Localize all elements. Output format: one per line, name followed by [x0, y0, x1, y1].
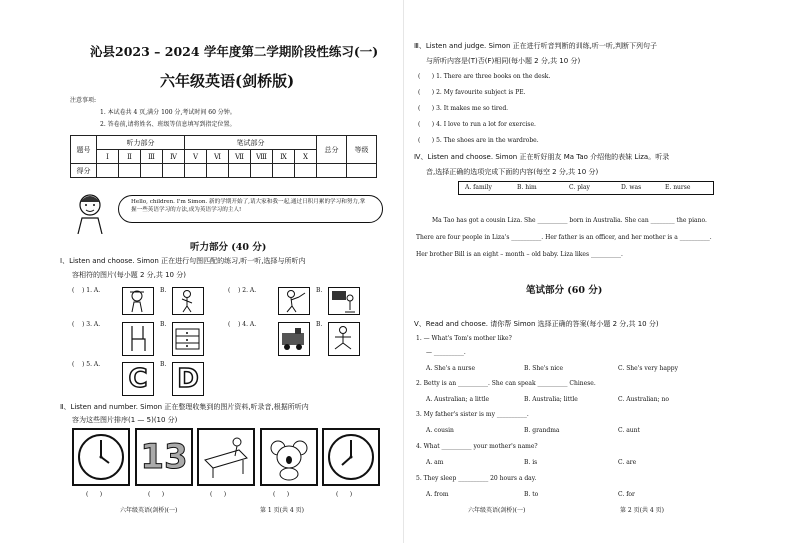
section-4-instruction: Ⅳ、Listen and choose. Simon 正在听好朋友 Ma Tao 介绍他的表妹 Liza。听录 [414, 153, 670, 161]
q1-option-c[interactable]: C. She's very happy [618, 365, 678, 372]
option-b-label: B. [160, 321, 167, 328]
page-divider [403, 0, 404, 543]
q3-option-a[interactable]: A. cousin [426, 427, 454, 434]
section-5-instruction: Ⅴ、Read and choose. 请你帮 Simon 选择正确的答案(每小题 2 分,共 10 分) [414, 320, 659, 328]
roman-6: Ⅵ [207, 150, 229, 164]
option-b-label: B. [160, 287, 167, 294]
score-cell[interactable] [141, 164, 163, 178]
q4-option-c[interactable]: C. are [618, 459, 637, 466]
option-yoga-image[interactable] [328, 322, 360, 356]
roman-4: Ⅳ [163, 150, 185, 164]
q3-option-c[interactable]: C. aunt [618, 427, 640, 434]
answer-paren-row[interactable]: ( ) [336, 491, 353, 498]
option-was: D. was [621, 184, 642, 191]
answer-paren: ( ) 3. A. [72, 321, 101, 328]
option-drawers-image[interactable] [172, 322, 204, 356]
option-gardening-image[interactable] [278, 287, 310, 315]
score-table [70, 135, 377, 178]
footer-left-page: 第 1 页(共 4 页) [260, 507, 304, 514]
answer-paren: ( ) 4. A. [228, 321, 257, 328]
writing-col-header: 笔试部分 [185, 136, 317, 150]
note-1: 1. 本试卷共 4 页,满分 100 分,考试时间 60 分钟。 [100, 109, 236, 116]
roman-5: Ⅴ [185, 150, 207, 164]
speech-text: Hello, children. I'm Simon. 新的学期开始了,请大家和我一起,通过日积月累的学习和努力,掌握一些英语学习的方法,成为英语学习的主人! [131, 199, 366, 213]
question-4: 4. What __________ your mother's name? [416, 443, 538, 450]
score-cell[interactable] [273, 164, 295, 178]
option-him: B. him [517, 184, 537, 191]
passage-line-1: Ma Tao has got a cousin Liza. She __________ born in Australia. She can ________ the piano. [432, 217, 707, 224]
option-letter-d-image[interactable] [172, 362, 204, 396]
option-nurse: E. nurse [665, 184, 691, 191]
roman-9: Ⅸ [273, 150, 295, 164]
roman-2: Ⅱ [119, 150, 141, 164]
listening-col-header: 听力部分 [97, 136, 185, 150]
tihao-label: 题号 [71, 136, 97, 164]
exam-title: 沁县2023 – 2024 学年度第二学期阶段性练习(一) [90, 44, 379, 59]
clock-picture-2[interactable] [322, 428, 380, 486]
q1-option-b[interactable]: B. She's nice [524, 365, 564, 372]
simon-character-icon [70, 190, 110, 234]
total-cell[interactable] [317, 164, 347, 178]
option-cowboy-image[interactable] [122, 287, 154, 315]
option-b-label: B. [160, 361, 167, 368]
judge-item: ( ) 4. I love to run a lot for exercise. [418, 121, 536, 128]
q2-option-a[interactable]: A. Australian; a little [426, 396, 490, 403]
q4-option-a[interactable]: A. am [426, 459, 444, 466]
roman-8: Ⅷ [251, 150, 273, 164]
score-cell[interactable] [119, 164, 141, 178]
notes-label: 注意事项: [70, 97, 97, 104]
koala-picture[interactable] [260, 428, 318, 486]
score-cell[interactable] [295, 164, 317, 178]
answer-paren-row[interactable]: ( ) [148, 491, 165, 498]
q2-option-b[interactable]: B. Australia; little [524, 396, 578, 403]
letter-d: D [177, 364, 199, 394]
q4-option-b[interactable]: B. is [524, 459, 538, 466]
exam-subtitle: 六年级英语(剑桥版) [160, 72, 295, 90]
answer-paren: ( ) 2. A. [228, 287, 257, 294]
number-13: 13 [140, 437, 188, 477]
grade-cell[interactable] [347, 164, 377, 178]
section-1-instruction: Ⅰ、Listen and choose. Simon 正在进行句图匹配的练习,听一听,选择与所听内 [60, 257, 306, 265]
roman-3: Ⅲ [141, 150, 163, 164]
answer-paren-row[interactable]: ( ) [86, 491, 103, 498]
question-1-answer: — __________. [426, 349, 466, 356]
judge-item: ( ) 1. There are three books on the desk. [418, 73, 551, 80]
q5-option-a[interactable]: A. from [426, 491, 449, 498]
listening-heading: 听力部分 (40 分) [190, 242, 267, 253]
option-family: A. family [465, 184, 492, 191]
defen-label: 得分 [71, 164, 97, 178]
piano-picture[interactable] [197, 428, 255, 486]
grade-col-header: 等级 [347, 136, 377, 164]
q3-option-b[interactable]: B. grandma [524, 427, 560, 434]
section-4-instruction-2: 音,选择正确的选项完成下面的内容(每空 2 分,共 10 分) [426, 168, 599, 176]
score-cell[interactable] [185, 164, 207, 178]
passage-line-2: There are four people in Liza's __________. Her father is an officer, and her mother is a __________. [416, 234, 712, 241]
section-1-instruction-2: 容相符的图片(每小题 2 分,共 10 分) [72, 271, 186, 279]
word-bank-box [458, 181, 714, 195]
judge-item: ( ) 5. The shoes are in the wardrobe. [418, 137, 539, 144]
number-13-picture[interactable] [135, 428, 193, 486]
option-teacher-image[interactable] [328, 287, 360, 315]
option-play: C. play [569, 184, 590, 191]
option-train-image[interactable] [278, 322, 310, 356]
letter-c: C [128, 364, 148, 394]
judge-item: ( ) 2. My favourite subject is PE. [418, 89, 526, 96]
score-cell[interactable] [251, 164, 273, 178]
question-5: 5. They sleep __________ 20 hours a day. [416, 475, 537, 482]
section-3-instruction-2: 与所听内容是(T)否(F)相同(每小题 2 分,共 10 分) [426, 57, 581, 65]
section-2-instruction-2: 容为这些图片排序(1 — 5)(10 分) [72, 416, 178, 424]
answer-paren-row[interactable]: ( ) [273, 491, 290, 498]
option-runner-image[interactable] [172, 287, 204, 315]
answer-paren-row[interactable]: ( ) [210, 491, 227, 498]
passage-line-3: Her brother Bill is an eight – month – old baby. Liza likes __________. [416, 251, 623, 258]
footer-left-course: 六年级英语(剑桥)(一) [120, 507, 178, 514]
question-1: 1. — What's Tom's mother like? [416, 335, 512, 342]
q5-option-b[interactable]: B. to [524, 491, 539, 498]
total-col-header: 总分 [317, 136, 347, 164]
option-letter-c-image[interactable] [122, 362, 154, 396]
score-cell[interactable] [97, 164, 119, 178]
score-cell[interactable] [163, 164, 185, 178]
footer-right-page: 第 2 页(共 4 页) [620, 507, 664, 514]
answer-paren: ( ) 5. A. [72, 361, 101, 368]
option-chair-image[interactable] [122, 322, 154, 356]
note-2: 2. 答卷前,请将姓名、班级等信息填写到指定位置。 [100, 121, 236, 128]
question-2: 2. Betty is an __________. She can speak __________ Chinese. [416, 380, 596, 387]
q5-option-c[interactable]: C. for [618, 491, 635, 498]
roman-10: Ⅹ [295, 150, 317, 164]
option-b-label: B. [316, 321, 323, 328]
option-b-label: B. [316, 287, 323, 294]
section-2-instruction: Ⅱ、Listen and number. Simon 正在整理收集到的图片资料,听录音,根据所听内 [60, 403, 309, 411]
judge-item: ( ) 3. It makes me so tired. [418, 105, 509, 112]
question-3: 3. My father's sister is my __________. [416, 411, 529, 418]
score-cell[interactable] [229, 164, 251, 178]
section-3-instruction: Ⅲ、Listen and judge. Simon 正在进行听音判断的训练,听一听,判断下列句子 [414, 42, 658, 50]
roman-1: Ⅰ [97, 150, 119, 164]
q2-option-c[interactable]: C. Australian; no [618, 396, 670, 403]
writing-heading: 笔试部分 (60 分) [526, 285, 603, 296]
q1-option-a[interactable]: A. She's a nurse [426, 365, 476, 372]
answer-paren: ( ) 1. A. [72, 287, 101, 294]
speech-bubble [118, 195, 383, 223]
footer-right-course: 六年级英语(剑桥)(一) [468, 507, 526, 514]
roman-7: Ⅶ [229, 150, 251, 164]
clock-picture-1[interactable] [72, 428, 130, 486]
score-cell[interactable] [207, 164, 229, 178]
